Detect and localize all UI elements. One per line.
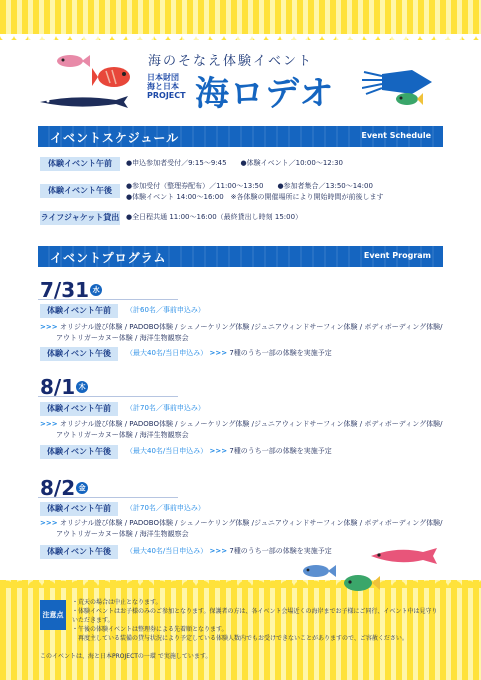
project-logo: 日本財団 海と日本 PROJECT xyxy=(147,73,186,100)
program-header-bar xyxy=(38,246,443,267)
event-subtitle: 海のそなえ体験イベント xyxy=(148,54,314,69)
caution-line: ・体験イベントはお子様のみのご参加となります。保護者の方は、各イベント会場近くの海岸までお子様にご同行、イベント中は見守りいただきます。 xyxy=(72,608,438,624)
weekday-badge: 木 xyxy=(76,381,88,393)
green-fish-illustration xyxy=(340,572,380,594)
caution-label: 注意点 xyxy=(40,600,66,630)
arrow-marker: >>> xyxy=(40,420,58,428)
caution-text xyxy=(72,598,442,643)
caution-line: ・荒天の場合は中止となります。 xyxy=(72,599,162,606)
schedule-title-en: Event Schedule xyxy=(361,131,431,140)
program-am-activities-1: オリジナル遊び体験 / PADOBO体験 / シュノーケリング体験 /ジュニアウィンドサーフィン体験 / ボディボーディング体験/ xyxy=(59,323,443,331)
schedule-header-bar xyxy=(38,126,443,147)
program-label-am: 体験イベント午前 xyxy=(40,304,118,318)
program-am-note: （計60名／事前申込み） xyxy=(126,306,205,314)
top-scallop xyxy=(0,34,481,48)
arrow-marker: >>> xyxy=(40,323,58,331)
program-pm-text: 7種のうち一部の体験を実施予定 xyxy=(229,447,332,455)
blue-fish-illustration xyxy=(300,562,336,580)
arrow-marker: >>> xyxy=(209,447,228,455)
program-am-activities-2: アウトリガーカヌー体験 / 海洋生物観察会 xyxy=(56,334,189,342)
program-label-am: 体験イベント午前 xyxy=(40,402,118,416)
program-pm-note: （最大40名/当日申込み） xyxy=(126,349,208,357)
program-label-pm: 体験イベント午後 xyxy=(40,445,118,459)
program-label-pm: 体験イベント午後 xyxy=(40,347,118,361)
event-logo-title: 海ロデオ xyxy=(195,74,335,114)
program-pm-text: 7種のうち一部の体験を実施予定 xyxy=(229,349,332,357)
schedule-label-pm: 体験イベント午後 xyxy=(40,184,120,198)
schedule-label-lifejacket: ライフジャケット貸出 xyxy=(40,211,120,225)
date-underline xyxy=(38,299,178,300)
program-am-activities-2: アウトリガーカヌー体験 / 海洋生物観察会 xyxy=(56,530,189,538)
saury-fish-illustration xyxy=(36,94,128,110)
schedule-pm-text-1: ●参加受付（整理券配布）／11:00〜13:50 ●参加者集合／13:50〜14:00 xyxy=(126,182,373,190)
day-date: 7/31 水 xyxy=(40,278,102,302)
bottom-scallop xyxy=(0,574,481,588)
schedule-am-text: ●申込参加者受付／9:15〜9:45 ●体験イベント／10:00〜12:30 xyxy=(126,159,343,167)
caution-line: ・午後の体験イベントは整理券による先着順となります。 xyxy=(72,626,228,633)
program-am-activities-1: オリジナル遊び体験 / PADOBO体験 / シュノーケリング体験 /ジュニアウィンドサーフィン体験 / ボディボーディング体験/ xyxy=(59,519,443,527)
program-am-activities-1: オリジナル遊び体験 / PADOBO体験 / シュノーケリング体験 /ジュニアウィンドサーフィン体験 / ボディボーディング体験/ xyxy=(59,420,443,428)
schedule-title: イベントスケジュール xyxy=(50,131,180,145)
program-pm-note: （最大40名/当日申込み） xyxy=(126,547,208,555)
program-title: イベントプログラム xyxy=(50,251,167,265)
schedule-label-am: 体験イベント午前 xyxy=(40,157,120,171)
arrow-marker: >>> xyxy=(209,547,228,555)
date-underline xyxy=(38,497,178,498)
red-fish-illustration xyxy=(92,63,136,91)
weekday-badge: 水 xyxy=(90,284,102,296)
pink-fish-illustration xyxy=(367,546,437,566)
day-date: 8/1 木 xyxy=(40,375,88,399)
program-am-activities-2: アウトリガーカヌー体験 / 海洋生物観察会 xyxy=(56,431,189,439)
arrow-marker: >>> xyxy=(209,349,228,357)
program-label-pm: 体験イベント午後 xyxy=(40,545,118,559)
program-pm-text: 7種のうち一部の体験を実施予定 xyxy=(229,547,332,555)
caution-line: 再度主している装備の貸与状況により予定している体験人数内でもお受けできないことがありますので、ご容赦ください。 xyxy=(72,635,408,642)
footer-note: このイベントは、海と日本PROJECTの一環 で実施しています。 xyxy=(40,653,212,660)
schedule-pm-text-2: ●体験イベント 14:00〜16:00 ※各体験の開催場所により開始時間が前後します xyxy=(126,193,384,201)
program-pm-note: （最大40名/当日申込み） xyxy=(126,447,208,455)
date-underline xyxy=(38,396,178,397)
arrow-marker: >>> xyxy=(40,519,58,527)
schedule-lifejacket-text: ●全日程共通 11:00〜16:00（最終貸出し時刻 15:00） xyxy=(126,213,303,221)
weekday-badge: 金 xyxy=(76,482,88,494)
program-label-am: 体験イベント午前 xyxy=(40,502,118,516)
green-fish-illustration xyxy=(393,90,423,108)
day-date: 8/2 金 xyxy=(40,476,88,500)
program-am-note: （計70名／事前申込み） xyxy=(126,504,205,512)
program-am-note: （計70名／事前申込み） xyxy=(126,404,205,412)
pink-fish-illustration xyxy=(55,52,91,70)
program-title-en: Event Program xyxy=(363,251,431,260)
